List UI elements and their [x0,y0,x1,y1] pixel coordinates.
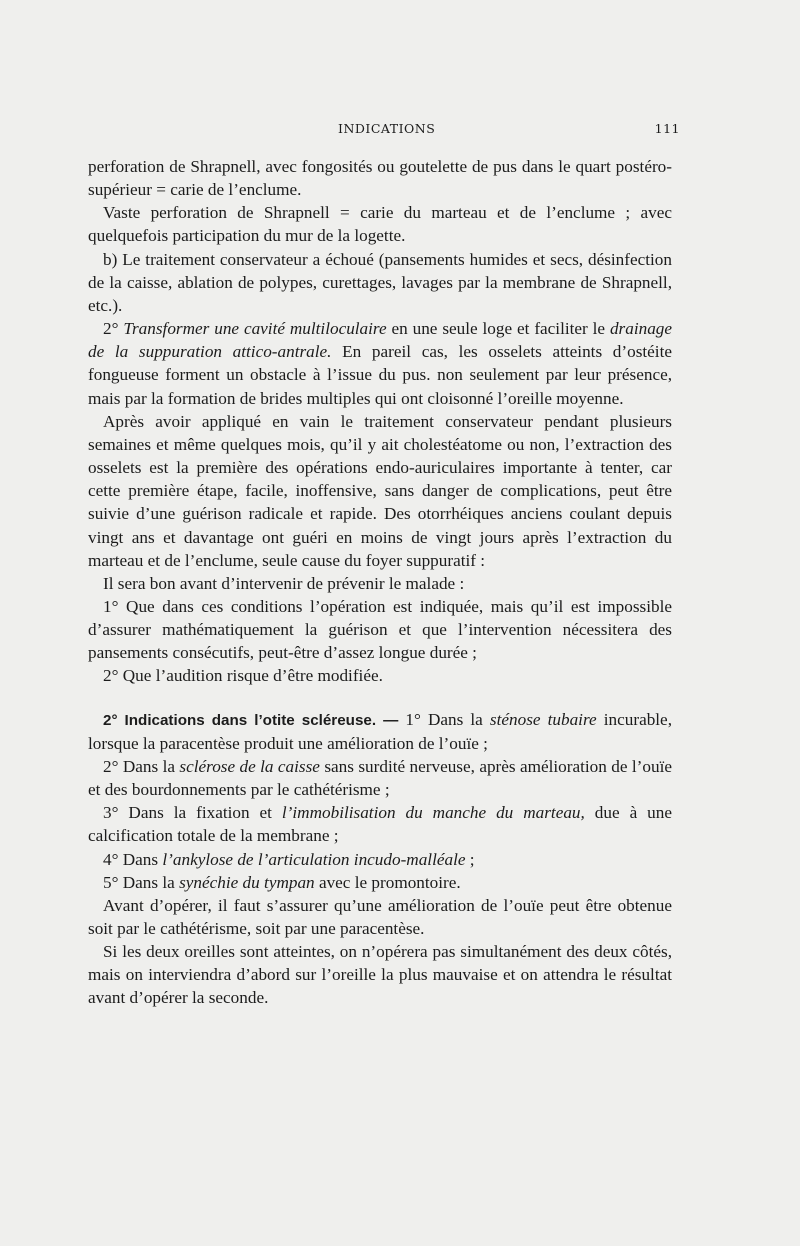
paragraph: 2° Transformer une cavité multiloculaire en une seule loge et faciliter le drainage de la suppuration attico-antrale. En pareil cas, les osselets atteints d’ostéite fongueuse forment un obstacle à l’issue du pus. non seulement par leur présence, mais par la formation de brides multiples qui ont cloisonné l’oreille moyenne. [88,319,673,408]
paragraph: Vaste perforation de Shrapnell = carie du marteau et de l’enclume ; avec quelquefois participation du mur de la logette. [88,203,672,246]
list-item: 5° Dans la synéchie du tympan avec le promontoire. [103,872,461,892]
paragraph: perforation de Shrapnell, avec fongosités ou goutelette de pus dans le quart postéro-supérieur = carie de l’enclume. [88,157,672,200]
italic-phrase: sténose tubaire [489,709,597,729]
paragraph: Si les deux oreilles sont atteintes, on n’opérera pas simultanément des deux côtés, mais on interviendra d’abord sur l’oreille la plus mauvaise et on attendra le résultat avant d’opérer la seconde. [88,942,672,1008]
paragraph: Avant d’opérer, il faut s’assurer qu’une amélioration de l’ouïe peut être obtenue soit par le cathétérisme, soit par une paracentèse. [88,895,672,938]
italic-phrase: sclérose de la caisse [179,756,320,776]
italic-phrase: Transformer une cavité multiloculaire [123,319,387,339]
list-item: 4° Dans l’ankylose de l’articulation incudo-malléale ; [103,849,475,869]
list-item: 2° Que l’audition risque d’être modifiée. [103,666,383,686]
italic-phrase: l’ankylose de l’articulation incudo-malléale [162,849,466,869]
running-header [88,121,680,141]
italic-phrase: synéchie du tympan [179,872,315,892]
italic-phrase: l’immobilisation du manche du marteau, [281,803,585,823]
list-item: 3° Dans la fixation et l’immobilisation du manche du marteau, due à une calcification totale de la membrane ; [88,803,672,846]
page-number: 111 [654,121,680,136]
section-heading: 2° Indications dans l’otite scléreuse. — [103,711,399,729]
paragraph: Après avoir appliqué en vain le traitement conservateur pendant plusieurs semaines et même quelques mois, qu’il y ait cholestéatome ou non, l’extraction des osselets est la première des opérations endo-auriculaires importante à tenter, car cette première étape, facile, inoffensive, sans danger de complications, peut être suivie d’une guérison radicale et rapide. Des otorrhéiques anciens coulant depuis vingt ans et davantage ont guéri en moins de vingt jours après l’extraction du marteau et de l’enclume, seule cause du foyer suppuratif : [88,411,672,570]
paragraph: b) Le traitement conservateur a échoué (pansements humides et secs, désinfection de la caisse, ablation de polypes, curettages, lavages par la membrane de Shrapnell, etc.). [88,249,672,315]
italic-phrase: drainage de la suppuration attico-antrale. [88,319,673,362]
body-text [88,155,672,1010]
list-item: 2° Dans la sclérose de la caisse sans surdité nerveuse, après amélioration de l’ouïe et des bourdonnements par le cathétérisme ; [88,756,672,800]
list-item: 1° Que dans ces conditions l’opération est indiquée, mais qu’il est impossible d’assurer mathématiquement la guérison et que l’intervention nécessitera des pansements consécutifs, peut-être d’assez longue durée ; [88,596,672,663]
header-title: INDICATIONS [338,121,436,136]
section-paragraph: 2° Indications dans l’otite scléreuse. — 1° Dans la sténose tubaire incurable, lorsque la paracentèse produit une amélioration de l’ouïe ; [88,709,672,753]
paragraph: Il sera bon avant d’intervenir de prévenir le malade : [103,573,465,593]
